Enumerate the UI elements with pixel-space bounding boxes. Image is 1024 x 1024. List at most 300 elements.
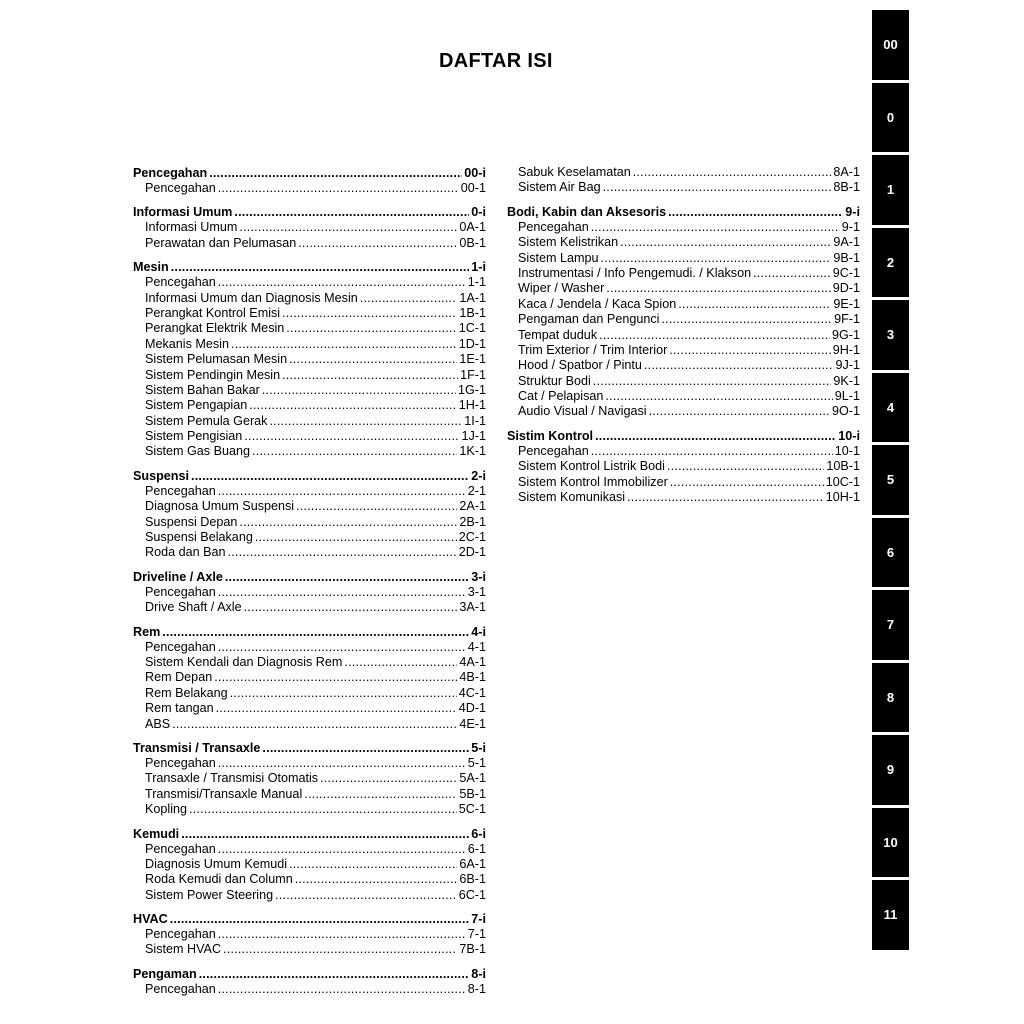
entry-page-number: 10-1 [834, 443, 860, 458]
chapter-tab[interactable]: 1 [872, 155, 909, 225]
entry-page-number: 4C-1 [458, 685, 486, 700]
dot-leader [344, 655, 457, 670]
entry-page-number: 2A-1 [459, 499, 486, 514]
toc-group [133, 911, 486, 958]
dot-leader [218, 585, 466, 600]
toc-section-heading[interactable] [507, 428, 860, 444]
entry-page-number: 2D-1 [458, 545, 486, 560]
toc-entry[interactable] [145, 499, 486, 514]
dot-leader [649, 404, 830, 419]
toc-group [133, 259, 486, 460]
toc-entry[interactable] [518, 343, 860, 358]
section-page-number: 0-i [471, 205, 486, 220]
dot-leader [298, 236, 457, 251]
toc-group [133, 569, 486, 616]
toc-entry[interactable] [145, 701, 486, 716]
section-page-number: 3-i [471, 569, 486, 584]
toc-entry[interactable] [145, 444, 486, 459]
toc-entry[interactable] [145, 686, 486, 701]
toc-entry[interactable] [518, 297, 860, 312]
entry-label: Sistem Kontrol Listrik Bodi [518, 459, 665, 474]
dot-leader [218, 275, 466, 290]
toc-entry[interactable] [518, 490, 860, 505]
section-page-number: 4-i [471, 624, 486, 639]
toc-group [133, 624, 486, 732]
entry-label: Diagnosis Umum Kemudi [145, 856, 288, 871]
section-page-number: 8-i [471, 966, 486, 981]
entry-page-number: 5B-1 [459, 786, 486, 801]
entry-page-number: 9A-1 [833, 235, 860, 250]
section-label: Mesin [133, 260, 169, 275]
chapter-tab[interactable]: 8 [872, 663, 909, 733]
toc-column-left [133, 165, 486, 997]
toc-section-heading[interactable] [133, 165, 486, 181]
toc-section-heading[interactable] [133, 624, 486, 640]
toc-entry[interactable] [145, 787, 486, 802]
dot-leader [225, 569, 469, 585]
entry-page-number: 8B-1 [833, 180, 860, 195]
chapter-tab[interactable]: 10 [872, 808, 909, 878]
dot-leader [633, 165, 832, 180]
entry-page-number: 2C-1 [458, 530, 486, 545]
dot-leader [171, 259, 470, 275]
entry-page-number: 1E-1 [459, 352, 486, 367]
entry-label: Sistem Pemula Gerak [145, 413, 268, 428]
entry-page-number: 0B-1 [459, 235, 486, 250]
chapter-tab[interactable]: 6 [872, 518, 909, 588]
entry-page-number: 00-1 [460, 181, 486, 195]
section-label: Sistim Kontrol [507, 428, 594, 443]
dot-leader [228, 545, 457, 560]
dot-leader [191, 468, 469, 484]
dot-leader [670, 475, 824, 490]
entry-page-number: 9H-1 [832, 342, 860, 357]
chapter-tab[interactable]: 7 [872, 590, 909, 660]
dot-leader [218, 640, 466, 655]
entry-label: Sabuk Keselamatan [518, 165, 631, 179]
entry-page-number: 4A-1 [459, 654, 486, 669]
dot-leader [295, 872, 458, 887]
entry-label: Roda Kemudi dan Column [145, 872, 293, 887]
entry-label: Informasi Umum [145, 220, 238, 235]
section-label: Rem [133, 624, 161, 639]
chapter-tab[interactable]: 0 [872, 83, 909, 153]
chapter-tab[interactable]: 2 [872, 228, 909, 298]
section-label: Kemudi [133, 826, 180, 841]
dot-leader [239, 515, 457, 530]
dot-leader [262, 740, 469, 756]
entry-label: Audio Visual / Navigasi [518, 404, 647, 419]
entry-label: Sistem Power Steering [145, 887, 274, 902]
chapter-tabs [872, 10, 909, 953]
entry-page-number: 1K-1 [459, 444, 486, 459]
entry-page-number: 9F-1 [834, 312, 860, 327]
dot-leader [214, 670, 457, 685]
toc-entry[interactable] [145, 585, 486, 600]
dot-leader [239, 220, 457, 235]
section-page-number: 00-i [464, 166, 486, 180]
entry-page-number: 3-1 [467, 584, 486, 599]
entry-label: Sistem Kelistrikan [518, 235, 619, 250]
entry-page-number: 2B-1 [459, 514, 486, 529]
entry-label: Cat / Pelapisan [518, 389, 604, 404]
toc-entry[interactable] [145, 888, 486, 903]
section-label: Bodi, Kabin dan Aksesoris [507, 204, 667, 219]
entry-page-number: 4B-1 [459, 670, 486, 685]
toc-entry[interactable] [145, 670, 486, 685]
toc-entry[interactable] [145, 484, 486, 499]
dot-leader [172, 717, 457, 732]
section-page-number: 6-i [471, 826, 486, 841]
toc-entry[interactable] [518, 358, 860, 373]
entry-label: Pencegahan [518, 219, 589, 234]
entry-label: Pencegahan [145, 275, 216, 290]
dot-leader [753, 266, 831, 281]
dot-leader [218, 484, 466, 499]
entry-page-number: 7-1 [467, 927, 486, 942]
dot-leader [669, 343, 830, 358]
entry-label: Perawatan dan Pelumasan [145, 235, 297, 250]
section-label: Pengaman [133, 966, 197, 981]
dot-leader [189, 802, 457, 817]
section-label: Informasi Umum [133, 205, 233, 220]
dot-leader [603, 180, 832, 195]
toc-group [133, 966, 486, 997]
entry-label: Perangkat Elektrik Mesin [145, 321, 285, 336]
toc-entry[interactable] [145, 717, 486, 732]
toc-entry[interactable] [518, 444, 860, 459]
dot-leader [593, 374, 832, 389]
dot-leader [262, 383, 456, 398]
toc-entry[interactable] [145, 530, 486, 545]
entry-label: Pencegahan [145, 981, 216, 996]
toc-entry[interactable] [145, 600, 486, 615]
toc-entry[interactable] [518, 404, 860, 419]
dot-leader [296, 499, 457, 514]
entry-label: Rem Depan [145, 670, 213, 685]
toc-section-heading[interactable] [133, 740, 486, 756]
chapter-tab[interactable]: 4 [872, 373, 909, 443]
entry-label: Informasi Umum dan Diagnosis Mesin [145, 290, 358, 305]
dot-leader [667, 459, 824, 474]
dot-leader [275, 888, 457, 903]
toc-entry[interactable] [145, 655, 486, 670]
entry-label: Sistem Komunikasi [518, 490, 626, 505]
toc-entry[interactable] [145, 872, 486, 887]
chapter-tab[interactable]: 5 [872, 445, 909, 515]
toc-section-heading[interactable] [133, 826, 486, 842]
dot-leader [620, 235, 831, 250]
entry-label: Pencegahan [518, 443, 589, 458]
entry-page-number: 9E-1 [833, 296, 860, 311]
dot-leader [223, 942, 457, 957]
toc-entry[interactable] [145, 291, 486, 306]
dot-leader [231, 337, 457, 352]
dot-leader [216, 701, 457, 716]
entry-page-number: 10C-1 [825, 474, 860, 489]
dot-leader [360, 291, 458, 306]
entry-label: Diagnosa Umum Suspensi [145, 499, 295, 514]
entry-page-number: 9C-1 [832, 265, 860, 280]
toc-group [133, 204, 486, 251]
toc-entry[interactable] [145, 383, 486, 398]
toc-section-heading[interactable] [133, 569, 486, 585]
toc-entry[interactable] [518, 281, 860, 296]
entry-page-number: 1A-1 [459, 290, 486, 305]
entry-label: Pencegahan [145, 639, 216, 654]
toc-entry[interactable] [518, 220, 860, 235]
toc-entry[interactable] [518, 328, 860, 343]
toc-entry[interactable] [145, 927, 486, 942]
dot-leader [181, 826, 469, 842]
dot-leader [286, 321, 456, 336]
toc-column-right [507, 165, 860, 505]
entry-page-number: 1-1 [467, 275, 486, 290]
entry-label: Wiper / Washer [518, 281, 605, 296]
dot-leader [282, 306, 457, 321]
entry-page-number: 6B-1 [459, 872, 486, 887]
dot-leader [289, 857, 457, 872]
entry-label: Kaca / Jendela / Kaca Spion [518, 296, 677, 311]
section-page-number: 5-i [471, 740, 486, 755]
toc-entry[interactable] [145, 545, 486, 560]
entry-label: Sistem Bahan Bakar [145, 382, 260, 397]
dot-leader [644, 358, 834, 373]
toc-section-heading[interactable] [133, 966, 486, 982]
entry-page-number: 5-1 [467, 755, 486, 770]
dot-leader [218, 927, 466, 942]
entry-page-number: 3A-1 [459, 600, 486, 615]
toc-entry[interactable] [518, 165, 860, 180]
toc-entry[interactable] [145, 857, 486, 872]
toc-group [133, 740, 486, 818]
dot-leader [255, 530, 457, 545]
toc-entry[interactable] [145, 398, 486, 413]
chapter-tab[interactable]: 9 [872, 735, 909, 805]
entry-label: Drive Shaft / Axle [145, 600, 242, 615]
toc-group [507, 204, 860, 420]
entry-page-number: 9D-1 [832, 281, 860, 296]
section-page-number: 2-i [471, 468, 486, 483]
entry-label: Sistem Pendingin Mesin [145, 367, 281, 382]
dot-leader [595, 428, 836, 444]
dot-leader [282, 368, 458, 383]
toc-entry[interactable] [518, 266, 860, 281]
entry-label: Transaxle / Transmisi Otomatis [145, 771, 319, 786]
entry-label: Sistem Pengapian [145, 398, 248, 413]
entry-page-number: 1H-1 [458, 398, 486, 413]
entry-label: Sistem Pelumasan Mesin [145, 352, 288, 367]
toc-group [133, 165, 486, 196]
section-label: Suspensi [133, 468, 189, 483]
toc-section-heading[interactable] [133, 911, 486, 927]
entry-label: Mekanis Mesin [145, 336, 229, 351]
dot-leader [591, 220, 840, 235]
toc-entry[interactable] [145, 842, 486, 857]
dot-leader [320, 771, 457, 786]
toc-entry[interactable] [518, 475, 860, 490]
entry-page-number: 9K-1 [833, 373, 860, 388]
entry-page-number: 6A-1 [459, 856, 486, 871]
toc-section-heading[interactable] [133, 259, 486, 275]
entry-label: Sistem Kontrol Immobilizer [518, 474, 668, 489]
toc-entry[interactable] [145, 429, 486, 444]
toc-entry[interactable] [518, 459, 860, 474]
entry-page-number: 1D-1 [458, 336, 486, 351]
entry-page-number: 9L-1 [834, 389, 860, 404]
toc-entry[interactable] [145, 368, 486, 383]
toc-entry[interactable] [518, 180, 860, 195]
toc-group [507, 165, 860, 196]
entry-label: Pengaman dan Pengunci [518, 312, 660, 327]
entry-label: Sistem Kendali dan Diagnosis Rem [145, 654, 343, 669]
toc-entry[interactable] [518, 374, 860, 389]
toc-entry[interactable] [145, 802, 486, 817]
dot-leader [199, 966, 470, 982]
entry-label: Rem Belakang [145, 685, 228, 700]
section-label: Transmisi / Transaxle [133, 740, 261, 755]
entry-label: Perangkat Kontrol Emisi [145, 305, 281, 320]
page-title: DAFTAR ISI [439, 50, 553, 72]
dot-leader [244, 600, 458, 615]
dot-leader [289, 352, 457, 367]
entry-page-number: 8-1 [467, 981, 486, 996]
toc-entry[interactable] [145, 515, 486, 530]
toc-entry[interactable] [145, 756, 486, 771]
entry-page-number: 9B-1 [833, 250, 860, 265]
entry-page-number: 9G-1 [832, 327, 860, 342]
dot-leader [605, 389, 832, 404]
entry-label: Pencegahan [145, 483, 216, 498]
entry-page-number: 9-1 [841, 219, 860, 234]
dot-leader [249, 398, 456, 413]
entry-label: Suspensi Belakang [145, 530, 253, 545]
section-label: Driveline / Axle [133, 569, 223, 584]
toc-entry[interactable] [145, 352, 486, 367]
dot-leader [234, 204, 469, 220]
toc-entry[interactable] [518, 312, 860, 327]
entry-page-number: 1C-1 [458, 321, 486, 336]
entry-page-number: 8A-1 [833, 165, 860, 179]
toc-entry[interactable] [145, 275, 486, 290]
section-label: Pencegahan [133, 166, 208, 180]
chapter-tab[interactable]: 11 [872, 880, 909, 950]
section-label: HVAC [133, 912, 168, 927]
entry-label: ABS [145, 716, 171, 731]
entry-label: Transmisi/Transaxle Manual [145, 786, 303, 801]
entry-label: Sistem Air Bag [518, 180, 601, 195]
dot-leader [304, 787, 457, 802]
toc-entry[interactable] [518, 235, 860, 250]
entry-page-number: 9J-1 [835, 358, 860, 373]
dot-leader [599, 328, 830, 343]
entry-label: Trim Exterior / Trim Interior [518, 342, 668, 357]
entry-page-number: 1B-1 [459, 305, 486, 320]
toc-entry[interactable] [145, 306, 486, 321]
toc-entry[interactable] [145, 982, 486, 997]
dot-leader [627, 490, 824, 505]
entry-page-number: 4-1 [467, 639, 486, 654]
entry-page-number: 4D-1 [458, 701, 486, 716]
entry-page-number: 2-1 [467, 483, 486, 498]
dot-leader [601, 251, 832, 266]
entry-label: Pencegahan [145, 927, 216, 942]
entry-page-number: 6-1 [467, 841, 486, 856]
entry-page-number: 1F-1 [460, 367, 486, 382]
entry-page-number: 1I-1 [464, 413, 486, 428]
entry-label: Instrumentasi / Info Pengemudi. / Klakson [518, 265, 752, 280]
toc-entry[interactable] [518, 389, 860, 404]
dot-leader [218, 982, 466, 997]
dot-leader [591, 444, 833, 459]
section-page-number: 7-i [471, 912, 486, 927]
entry-label: Sistem Gas Buang [145, 444, 250, 459]
entry-label: Pencegahan [145, 841, 216, 856]
dot-leader [162, 624, 469, 640]
toc-entry[interactable] [145, 181, 486, 196]
entry-label: Tempat duduk [518, 327, 598, 342]
toc-section-heading[interactable] [133, 204, 486, 220]
entry-page-number: 9O-1 [832, 404, 860, 419]
toc-entry[interactable] [145, 220, 486, 235]
toc-group [133, 826, 486, 904]
entry-page-number: 7B-1 [459, 942, 486, 957]
entry-page-number: 10B-1 [826, 459, 860, 474]
entry-label: Rem tangan [145, 701, 214, 716]
dot-leader [170, 911, 470, 927]
dot-leader [218, 181, 459, 196]
entry-label: Struktur Bodi [518, 373, 591, 388]
dot-leader [252, 444, 457, 459]
dot-leader [209, 165, 462, 181]
entry-page-number: 5C-1 [458, 802, 486, 817]
section-page-number: 1-i [471, 260, 486, 275]
toc-section-heading[interactable] [507, 204, 860, 220]
entry-page-number: 1J-1 [461, 429, 486, 444]
entry-label: Pencegahan [145, 755, 216, 770]
dot-leader [218, 842, 466, 857]
entry-page-number: 6C-1 [458, 887, 486, 902]
entry-label: Pencegahan [145, 584, 216, 599]
entry-page-number: 1G-1 [458, 382, 486, 397]
toc-section-heading[interactable] [133, 468, 486, 484]
toc-entry[interactable] [145, 771, 486, 786]
entry-label: Suspensi Depan [145, 514, 238, 529]
entry-label: Kopling [145, 802, 188, 817]
toc-entry[interactable] [145, 337, 486, 352]
toc-group [507, 428, 860, 506]
dot-leader [218, 756, 466, 771]
toc-entry[interactable] [145, 414, 486, 429]
toc-entry[interactable] [145, 321, 486, 336]
entry-page-number: 4E-1 [459, 716, 486, 731]
toc-group [133, 468, 486, 561]
toc-entry[interactable] [145, 942, 486, 957]
section-page-number: 9-i [845, 204, 860, 219]
entry-label: Sistem Lampu [518, 250, 599, 265]
dot-leader [230, 686, 457, 701]
toc-entry[interactable] [145, 640, 486, 655]
entry-label: Roda dan Ban [145, 545, 226, 560]
dot-leader [661, 312, 832, 327]
dot-leader [678, 297, 831, 312]
chapter-tab[interactable]: 3 [872, 300, 909, 370]
chapter-tab[interactable]: 00 [872, 10, 909, 80]
toc-entry[interactable] [145, 236, 486, 251]
toc-entry[interactable] [518, 251, 860, 266]
entry-label: Sistem HVAC [145, 942, 222, 957]
entry-page-number: 10H-1 [825, 490, 860, 505]
